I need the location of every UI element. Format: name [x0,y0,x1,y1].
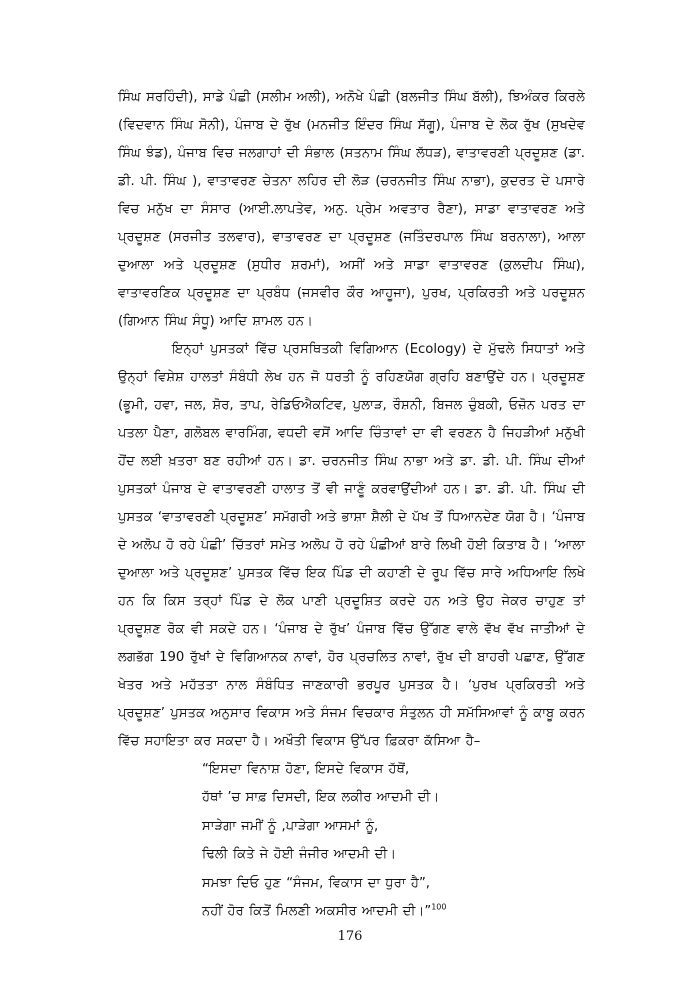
poem-line-5: ਸਮਝਾ ਦਿਓ ਹੁਣ “ਸੰਜਮ, ਵਿਕਾਸ ਦਾ ਧੁਰਾ ਹੈ”, [202,875,430,891]
footnote-reference[interactable]: 100 [431,902,447,912]
poem-line-3: ਸਾੜੇਗਾ ਜਮੀਂ ਨੂੰ ,ਪਾੜੇਗਾ ਆਸਮਾਂ ਨੂੰ, [202,818,379,834]
poem-line-4: ਢਿਲੀ ਕਿਤੇ ਜੇ ਹੋਈ ਜੰਜੀਰ ਆਦਮੀ ਦੀ। [202,847,397,863]
poem-line-1: “ਇਸਦਾ ਵਿਨਾਸ਼ ਹੋਣਾ, ਇਸਦੇ ਵਿਕਾਸ ਹੱਥੋਂ, [202,762,410,777]
poem-line-6 [202,898,585,926]
page-number: 176 [337,929,363,944]
body-text [118,84,585,926]
poem-quote [202,756,585,926]
paragraph-ecology-discussion: ਇਨ੍ਹਾਂ ਪੁਸਤਕਾਂ ਵਿੱਚ ਪ੍ਰਸਥਿਤਕੀ ਵਿਗਿਆਨ (Ecology) ਦੇ ਮੁੱਢਲੇ ਸਿਧਾਤਾਂ ਅਤੇ ਉਨ੍ਹਾਂ ਵਿਸ਼ੇਸ਼ ਹਾਲਤਾਂ ਸੰਬੰਧੀ ਲੇਖ ਹਨ ਜੋ ਧਰਤੀ ਨੂੰ ਰਹਿਣਯੋਗ ਗ੍ਰਹਿ ਬਣਾਉਂਦੇ ਹਨ। ਪ੍ਰਦੂਸ਼ਣ (ਭੂਮੀ, ਹਵਾ, ਜਲ, ਸ਼ੋਰ, ਤਾਪ, ਰੇਡਿਓਐਕਟਿਵ, ਪੁਲਾੜ, ਰੌਸ਼ਨੀ, ਬਿਜਲ ਚੁੰਬਕੀ, ਓਜ਼ੋਨ ਪਰਤ ਦਾ ਪਤਲਾ ਪੈਣਾ, ਗਲੋਬਲ ਵਾਰਮਿੰਗ, ਵਧਦੀ ਵਸੋਂ ਆਦਿ ਚਿੰਤਾਵਾਂ ਦਾ ਵੀ ਵਰਣਨ ਹੈ ਜਿਹੜੀਆਂ ਮਨੁੱਖੀ ਹੋਂਦ ਲਈ ਖ਼ਤਰਾ ਬਣ ਰਹੀਆਂ ਹਨ। ਡਾ. ਚਰਨਜੀਤ ਸਿੰਘ ਨਾਭਾ ਅਤੇ ਡਾ. ਡੀ. ਪੀ. ਸਿੰਘ ਦੀਆਂ ਪੁਸਤਕਾਂ ਪੰਜਾਬ ਦੇ ਵਾਤਾਵਰਣੀ ਹਾਲਾਤ ਤੋਂ ਵੀ ਜਾਣੂੰ ਕਰਵਾਉਂਦੀਆਂ ਹਨ। ਡਾ. ਡੀ. ਪੀ. ਸਿੰਘ ਦੀ ਪੁਸਤਕ ‘ਵਾਤਾਵਰਣੀ ਪ੍ਰਦੂਸ਼ਣ’ ਸਮੱਗਰੀ ਅਤੇ ਭਾਸ਼ਾ ਸ਼ੈਲੀ ਦੇ ਪੱਖ ਤੋਂ ਧਿਆਨਦੇਣ ਯੋਗ ਹੈ। ‘ਪੰਜਾਬ ਦੇ ਅਲੋਪ ਹੋ ਰਹੇ ਪੰਛੀ’ ਚਿੱਤਰਾਂ ਸਮੇਤ ਅਲੋਪ ਹੋ ਰਹੇ ਪੰਛੀਆਂ ਬਾਰੇ ਲਿਖੀ ਹੋਈ ਕਿਤਾਬ ਹੈ। ‘ਆਲਾ ਦੁਆਲਾ ਅਤੇ ਪ੍ਰਦੂਸ਼ਣ’ ਪੁਸਤਕ ਵਿੱਚ ਇਕ ਪਿੰਡ ਦੀ ਕਹਾਣੀ ਦੇ ਰੂਪ ਵਿੱਚ ਸਾਰੇ ਅਧਿਆਇ ਲਿਖੇ ਹਨ ਕਿ ਕਿਸ ਤਰ੍ਹਾਂ ਪਿੰਡ ਦੇ ਲੋਕ ਪਾਣੀ ਪ੍ਰਦੂਸ਼ਿਤ ਕਰਦੇ ਹਨ ਅਤੇ ਉਹ ਜੇਕਰ ਚਾਹੁਣ ਤਾਂ ਪ੍ਰਦੂਸ਼ਣ ਰੋਕ ਵੀ ਸਕਦੇ ਹਨ। ‘ਪੰਜਾਬ ਦੇ ਰੁੱਖ’ ਪੰਜਾਬ ਵਿੱਚ ਉੱਗਣ ਵਾਲੇ ਵੱਖ ਵੱਖ ਜਾਤੀਆਂ ਦੇ ਲਗਭੱਗ 190 ਰੁੱਖਾਂ ਦੇ ਵਿਗਿਆਨਕ ਨਾਵਾਂ, ਹੋਰ ਪ੍ਰਚਲਿਤ ਨਾਵਾਂ, ਰੁੱਖ ਦੀ ਬਾਹਰੀ ਪਛਾਣ, ਉੱਗਣ ਖੇਤਰ ਅਤੇ ਮਹੱਤਤਾ ਨਾਲ ਸੰਬੰਧਿਤ ਜਾਣਕਾਰੀ ਭਰਪੂਰ ਪੁਸਤਕ ਹੈ। ‘ਪੁਰਖ ਪ੍ਰਕਿਰਤੀ ਅਤੇ ਪ੍ਰਦੂਸ਼ਣ’ ਪੁਸਤਕ ਅਨੁਸਾਰ ਵਿਕਾਸ ਅਤੇ ਸੰਜਮ ਵਿਚਕਾਰ ਸੰਤੁਲਨ ਹੀ ਸਮੱਸਿਆਵਾਂ ਨੂੰ ਕਾਬੂ ਕਰਨ ਵਿੱਚ ਸਹਾਇਤਾ ਕਰ ਸਕਦਾ ਹੈ। ਅਖੌਤੀ ਵਿਕਾਸ ਉੱਪਰ ਫ਼ਿਕਰਾ ਕੱਸਿਆ ਹੈ– [118,342,585,749]
poem-line-6-text: ਨਹੀਂ ਹੋਰ ਕਿਤੋਂ ਮਿਲਣੀ ਅਕਸੀਰ ਆਦਮੀ ਦੀ।” [202,904,432,920]
poem-line-2: ਹੱਥਾਂ ’ਚ ਸਾਫ਼ ਦਿਸਦੀ, ਇਕ ਲਕੀਰ ਆਦਮੀ ਦੀ। [202,790,440,806]
paragraph-book-list: ਸਿੰਘ ਸਰਹਿੰਦੀ), ਸਾਡੇ ਪੰਛੀ (ਸਲੀਮ ਅਲੀ), ਅਨੋਖੇ ਪੰਛੀ (ਬਲਜੀਤ ਸਿੰਘ ਬੱਲੀ), ਝਿਅੰਕਰ ਕਿਰਲੇ (ਵਿਦਵਾਨ ਸਿੰਘ ਸੋਨੀ), ਪੰਜਾਬ ਦੇ ਰੁੱਖ (ਮਨਜੀਤ ਇੰਦਰ ਸਿੰਘ ਸੱਗੂ), ਪੰਜਾਬ ਦੇ ਲੋਕ ਰੁੱਖ (ਸੁਖਦੇਵ ਸਿੰਘ ਝੰਡ), ਪੰਜਾਬ ਵਿਚ ਜਲਗਾਹਾਂ ਦੀ ਸੰਭਾਲ (ਸਤਨਾਮ ਸਿੰਘ ਲੱਧੜ), ਵਾਤਾਵਰਣੀ ਪ੍ਰਦੂਸ਼ਣ (ਡਾ. ਡੀ. ਪੀ. ਸਿੰਘ ), ਵਾਤਾਵਰਣ ਚੇਤਨਾ ਲਹਿਰ ਦੀ ਲੋੜ (ਚਰਨਜੀਤ ਸਿੰਘ ਨਾਭਾ), ਕੁਦਰਤ ਦੇ ਪਸਾਰੇ ਵਿਚ ਮਨੁੱਖ ਦਾ ਸੰਸਾਰ (ਆਈ.ਲਾਪਤੇਵ, ਅਨੁ. ਪ੍ਰੇਮ ਅਵਤਾਰ ਰੈਣਾ), ਸਾਡਾ ਵਾਤਾਵਰਣ ਅਤੇ ਪ੍ਰਦੂਸ਼ਣ (ਸਰਜੀਤ ਤਲਵਾਰ), ਵਾਤਾਵਰਣ ਦਾ ਪ੍ਰਦੂਸ਼ਣ (ਜਤਿੰਦਰਪਾਲ ਸਿੰਘ ਬਰਨਾਲਾ), ਆਲਾ ਦੁਆਲਾ ਅਤੇ ਪ੍ਰਦੂਸ਼ਣ (ਸੁਧੀਰ ਸ਼ਰਮਾਂ), ਅਸੀਂ ਅਤੇ ਸਾਡਾ ਵਾਤਾਵਰਣ (ਕੁਲਦੀਪ ਸਿੰਘ), ਵਾਤਾਵਰਣਿਕ ਪ੍ਰਦੂਸ਼ਣ ਦਾ ਪ੍ਰਬੰਧ (ਜਸਵੀਰ ਕੌਰ ਆਹੂਜਾ), ਪੁਰਖ, ਪ੍ਰਕਿਰਤੀ ਅਤੇ ਪਰਦੂਸ਼ਨ (ਗਿਆਨ ਸਿੰਘ ਸੰਧੂ) ਆਦਿ ਸ਼ਾਮਲ ਹਨ। [118,90,585,329]
